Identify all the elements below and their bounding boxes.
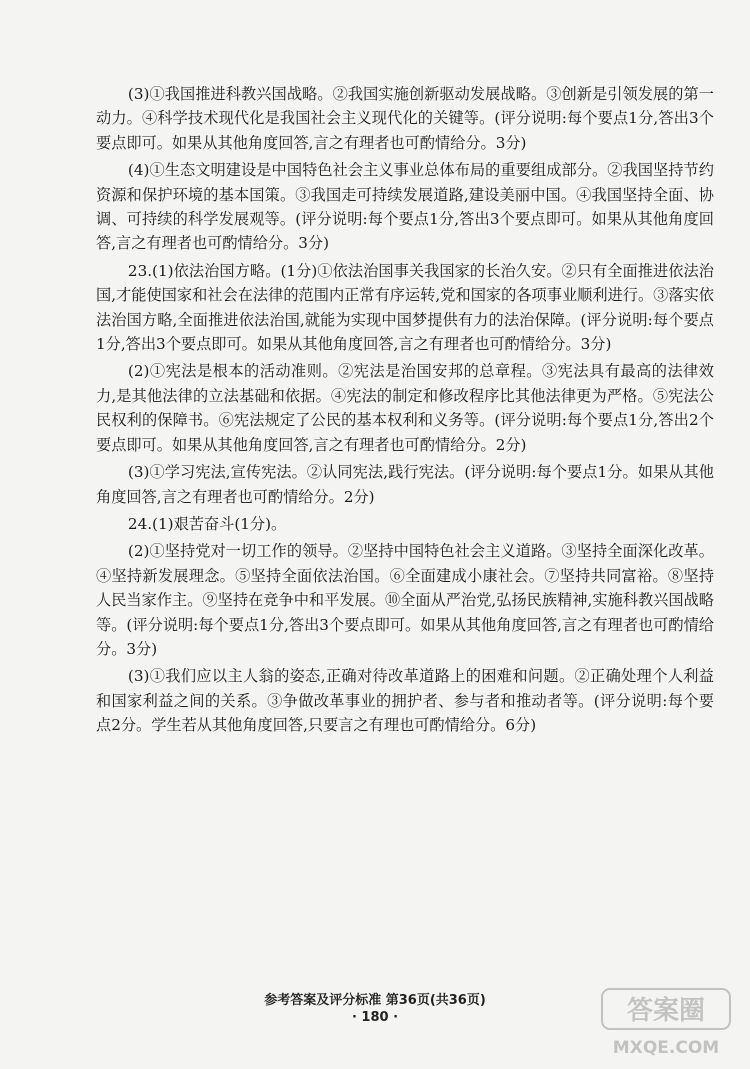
answer-content bbox=[96, 82, 714, 741]
answer-paragraph-23-1: 23.(1)依法治国方略。(1分)①依法治国事关我国家的长治久安。②只有全面推进依法治国,才能使国家和社会在法律的范围内正常有序运转,党和国家的各项事业顺利进行。③落实依法治国方略,全面推进依法治国,就能为实现中国梦提供有力的法治保障。(评分说明:每个要点1分,答出3个要点即可。如果从其他角度回答,言之有理者也可酌情给分。3分) bbox=[96, 261, 714, 354]
answer-paragraph-22-3: (3)①我国推进科教兴国战略。②我国实施创新驱动发展战略。③创新是引领发展的第一动力。④科学技术现代化是我国社会主义现代化的关键等。(评分说明:每个要点1分,答出3个要点即可。如果从其他角度回答,言之有理者也可酌情给分。3分) bbox=[96, 85, 714, 152]
watermark-logo-url: MXQE.COM bbox=[612, 1038, 720, 1058]
watermark-logo-text: 答案圈 bbox=[626, 996, 706, 1026]
answer-paragraph-23-3: (3)①学习宪法,宣传宪法。②认同宪法,践行宪法。(评分说明:每个要点1分。如果从其他角度回答,言之有理者也可酌情给分。2分) bbox=[96, 463, 714, 506]
answer-paragraph-24-3: (3)①我们应以主人翁的姿态,正确对待改革道路上的困难和问题。②正确处理个人利益和国家利益之间的关系。③争做改革事业的拥护者、参与者和推动者等。(评分说明:每个要点2分。学生若从其他角度回答,只要言之有理也可酌情给分。6分) bbox=[96, 667, 714, 735]
answer-paragraph-24-2: (2)①坚持党对一切工作的领导。②坚持中国特色社会主义道路。③坚持全面深化改革。④坚持新发展理念。⑤坚持全面依法治国。⑥全面建成小康社会。⑦坚持共同富裕。⑧坚持人民当家作主。⑨坚持在竞争中和平发展。⑩全面从严治党,弘扬民族精神,实施科教兴国战略等。(评分说明:每个要点1分,答出3个要点即可。如果从其他角度回答,言之有理者也可酌情给分。3分) bbox=[96, 542, 714, 658]
watermark-logo bbox=[596, 983, 736, 1061]
answer-paragraph-24-1: 24.(1)艰苦奋斗(1分)。 bbox=[127, 514, 287, 533]
footer-title: 参考答案及评分标准 第36页(共36页) bbox=[264, 993, 486, 1008]
answer-paragraph-22-4: (4)①生态文明建设是中国特色社会主义事业总体布局的重要组成部分。②我国坚持节约资源和保护环境的基本国策。③我国走可持续发展道路,建设美丽中国。④我国坚持全面、协调、可持续的科学发展观等。(评分说明:每个要点1分,答出3个要点即可。如果从其他角度回答,言之有理者也可酌情给分。3分) bbox=[96, 161, 714, 253]
footer-page-number: · 180 · bbox=[351, 1010, 399, 1025]
answer-paragraph-23-2: (2)①宪法是根本的活动准则。②宪法是治国安邦的总章程。③宪法具有最高的法律效力,是其他法律的立法基础和依据。④宪法的制定和修改程序比其他法律更为严格。⑤宪法公民权利的保障书。⑥宪法规定了公民的基本权利和义务等。(评分说明:每个要点1分,答出2个要点即可。如果从其他角度回答,言之有理者也可酌情给分。2分) bbox=[96, 362, 714, 454]
